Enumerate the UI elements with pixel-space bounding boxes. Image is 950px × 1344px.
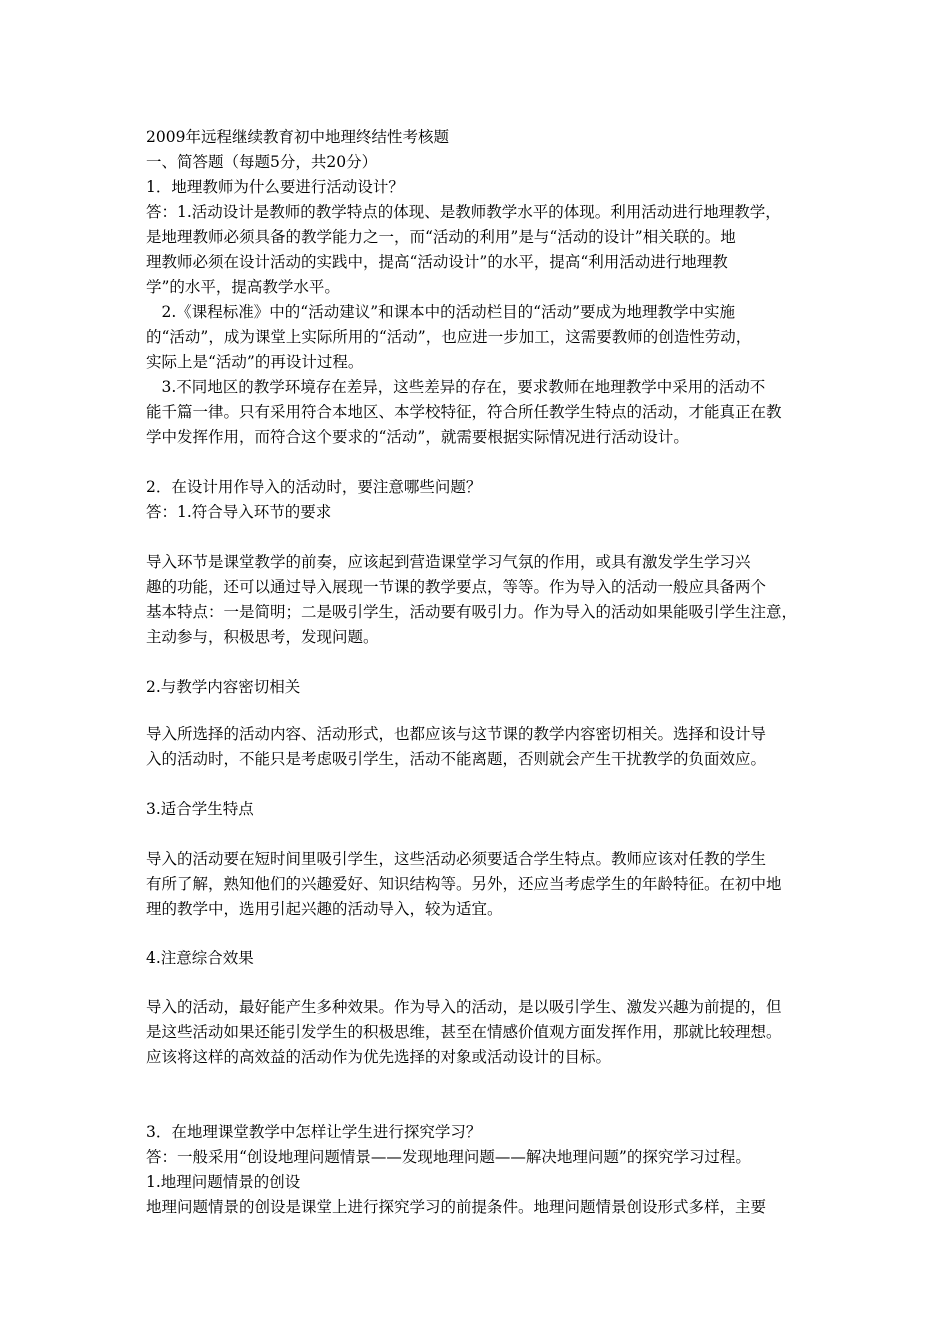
- answer-line: 是地理教师必须具备的教学能力之一，而“活动的利用”是与“活动的设计”相关联的。地: [146, 228, 736, 246]
- answer-line: 能千篇一律。只有采用符合本地区、本学校特征，符合所任教学生特点的活动，才能真正在教: [146, 403, 782, 421]
- document-title: 2009年远程继续教育初中地理终结性考核题: [146, 128, 449, 146]
- answer-line: 3.不同地区的教学环境存在差异，这些差异的存在，要求教师在地理教学中采用的活动不: [146, 378, 766, 396]
- question-3: 3．在地理课堂教学中怎样让学生进行探究学习？: [146, 1123, 482, 1141]
- answer-line: 有所了解，熟知他们的兴趣爱好、知识结构等。另外，还应当考虑学生的年龄特征。在初中地: [146, 875, 782, 893]
- answer-line: 的“活动”，成为课堂上实际所用的“活动”，也应进一步加工，这需要教师的创造性劳动，: [146, 328, 752, 346]
- answer-line: 入的活动时，不能只是考虑吸引学生，活动不能离题，否则就会产生干扰教学的负面效应。: [146, 750, 767, 768]
- answer-line: 基本特点：一是简明；二是吸引学生，活动要有吸引力。作为导入的活动如果能吸引学生注意，: [146, 603, 798, 621]
- answer-line: 答：1.符合导入环节的要求: [146, 503, 332, 521]
- answer-line: 导入的活动要在短时间里吸引学生，这些活动必须要适合学生特点。教师应该对任教的学生: [146, 850, 767, 868]
- answer-line: 地理问题情景的创设是课堂上进行探究学习的前提条件。地理问题情景创设形式多样，主要: [146, 1198, 767, 1216]
- answer-line: 主动参与，积极思考，发现问题。: [146, 628, 379, 646]
- answer-line: 导入环节是课堂教学的前奏，应该起到营造课堂学习气氛的作用，或具有激发学生学习兴: [146, 553, 751, 571]
- answer-line: 理的教学中，选用引起兴趣的活动导入，较为适宜。: [146, 900, 503, 918]
- question-2: 2．在设计用作导入的活动时，要注意哪些问题？: [146, 478, 482, 496]
- answer-line: 学中发挥作用，而符合这个要求的“活动”，就需要根据实际情况进行活动设计。: [146, 428, 689, 446]
- answer-line: 是这些活动如果还能引发学生的积极思维，甚至在情感价值观方面发挥作用，那就比较理想。: [146, 1023, 782, 1041]
- answer-line: 趣的功能，还可以通过导入展现一节课的教学要点，等等。作为导入的活动一般应具备两个: [146, 578, 767, 596]
- subheading: 1.地理问题情景的创设: [146, 1173, 301, 1191]
- subheading: 4.注意综合效果: [146, 949, 254, 967]
- answer-line: 实际上是“活动”的再设计过程。: [146, 353, 364, 371]
- subheading: 3.适合学生特点: [146, 800, 254, 818]
- section-heading: 一、简答题（每题5分，共20分）: [146, 153, 378, 171]
- answer-line: 理教师必须在设计活动的实践中，提高“活动设计”的水平，提高“利用活动进行地理教: [146, 253, 728, 271]
- subheading: 2.与教学内容密切相关: [146, 678, 301, 696]
- answer-line: 学”的水平，提高教学水平。: [146, 278, 340, 296]
- answer-line: 答：1.活动设计是教师的教学特点的体现、是教师教学水平的体现。利用活动进行地理教学，: [146, 203, 781, 221]
- answer-line: 2.《课程标准》中的“活动建议”和课本中的活动栏目的“活动”要成为地理教学中实施: [146, 303, 735, 321]
- answer-line: 答：一般采用“创设地理问题情景——发现地理问题——解决地理问题”的探究学习过程。: [146, 1148, 751, 1166]
- answer-line: 导入所选择的活动内容、活动形式，也都应该与这节课的教学内容密切相关。选择和设计导: [146, 725, 767, 743]
- question-1: 1．地理教师为什么要进行活动设计？: [146, 178, 404, 196]
- answer-line: 导入的活动，最好能产生多种效果。作为导入的活动，是以吸引学生、激发兴趣为前提的，但: [146, 998, 782, 1016]
- answer-line: 应该将这样的高效益的活动作为优先选择的对象或活动设计的目标。: [146, 1048, 612, 1066]
